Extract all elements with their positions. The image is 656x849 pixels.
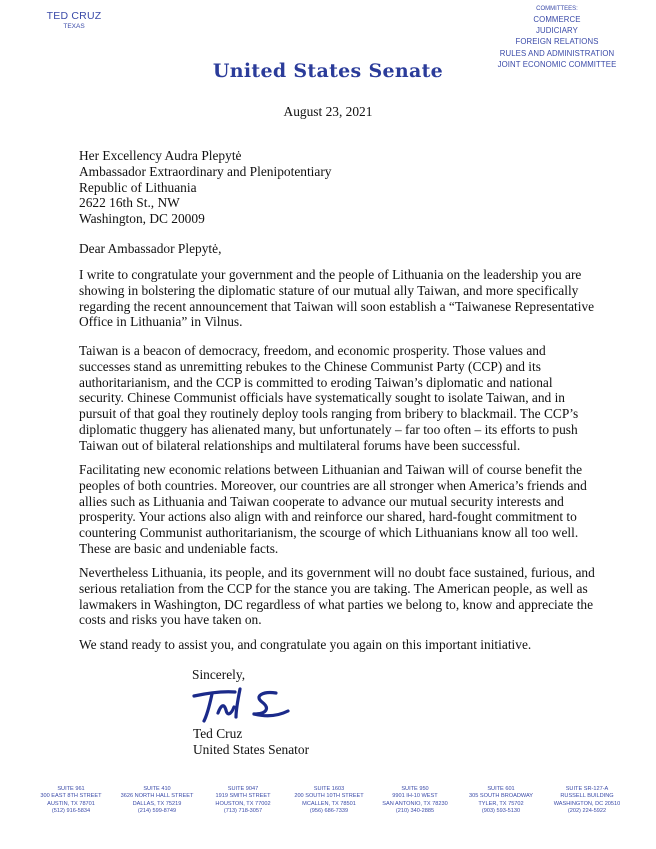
body-line: diplomatic thuggery has alienated many, but unfortunately – far too often – its efforts to push — [79, 421, 578, 437]
committee-item: COMMERCE — [533, 15, 581, 24]
body-line: Nevertheless Lithuania, its people, and its government will no doubt face sustained, furious, and — [79, 565, 595, 580]
body-line: peoples of both countries. Moreover, our countries are all stronger when America’s friends and — [79, 477, 587, 493]
office-address: SUITE 601 305 SOUTH BROADWAY TYLER, TX 75702 (903) 593-5130 — [468, 786, 534, 814]
body-line: These are basic and undeniable facts. — [79, 540, 279, 556]
senate-masthead: United States Senate — [212, 60, 444, 82]
paragraph-2 — [79, 343, 584, 454]
office-address: SUITE 9047 1919 SMITH STREET HOUSTON, TX 77002 (713) 718-3057 — [215, 786, 271, 814]
body-line: pursuit of that goal they routinely deploy tools ranging from bribery to blackmail. The CCP’s — [79, 406, 579, 422]
committee-item: FOREIGN RELATIONS — [515, 37, 599, 47]
body-line: security. Chinese Communist officials have systematically sought to isolate Taiwan, and in — [79, 390, 565, 406]
salutation: Dear Ambassador Plepytė, — [79, 241, 222, 256]
signer-name: Ted Cruz — [193, 726, 243, 741]
senator-name: TED CRUZ — [46, 10, 102, 22]
body-line: lawmakers in Washington, DC regardless of what parties we belong to, know and appreciate the — [79, 596, 594, 612]
body-line: I write to congratulate your government and the people of Lithuania on the leadership you are — [79, 267, 582, 282]
recipient-address — [79, 148, 332, 227]
body-line: prosperity. Your actions also align with and reinforce our shared, hard-fought commitment to — [79, 509, 577, 525]
body-line: countering Communist authoritarianism, the scourge of which Lithuanians know all too well. — [79, 525, 579, 541]
senator-header — [34, 10, 114, 30]
recipient-line: 2622 16th St., NW — [79, 195, 180, 211]
body-line: Taiwan is a beacon of democracy, freedom, and economic prosperity. Those values and — [79, 343, 546, 358]
committee-item: RULES AND ADMINISTRATION — [499, 48, 615, 58]
body-line: allies such as Lithuania and Taiwan cooperate to advance our mutual security interests and — [79, 493, 564, 509]
signer-title: United States Senator — [193, 741, 310, 757]
body-line: We stand ready to assist you, and congratulate you again on this important initiative. — [79, 637, 532, 652]
letter-date: August 23, 2021 — [283, 104, 373, 119]
office-address: SUITE 950 9901 IH-10 WEST SAN ANTONIO, TX 78230 (210) 340-2885 — [382, 786, 448, 814]
body-line: successes stand as unremitting rebukes to the Chinese Communist Party (CCP) and its — [79, 358, 541, 374]
office-address: SUITE SR-127-A RUSSELL BUILDING WASHINGTON, DC 20510 (202) 224-5922 — [553, 786, 621, 814]
office-address: SUITE 1603 200 SOUTH 10TH STREET MCALLEN, TX 78501 (956) 686-7339 — [294, 786, 364, 814]
body-line: regarding the recent announcement that Taiwan will soon establish a “Taiwanese Representative — [79, 298, 595, 314]
signer-block — [193, 726, 309, 758]
recipient-line: Her Excellency Audra Plepytė — [79, 148, 242, 163]
body-line: authoritarianism, and the CCP is committed to eroding Taiwan’s diplomatic and national — [79, 374, 553, 390]
recipient-line: Ambassador Extraordinary and Plenipotentiary — [79, 163, 332, 179]
body-line: costs and risks you have taken on. — [79, 612, 262, 628]
committees-heading: COMMITTEES: — [536, 6, 578, 12]
committee-item: JUDICIARY — [536, 26, 578, 36]
paragraph-1 — [79, 267, 595, 330]
paragraph-5 — [79, 637, 584, 653]
closing: Sincerely, — [192, 667, 246, 682]
body-line: Facilitating new economic relations between Lithuanian and Taiwan will of course benefit the — [79, 462, 583, 477]
body-line: serious retaliation from the CCP for the stance you are taking. The American people, as well as — [79, 580, 588, 596]
paragraph-3 — [79, 462, 587, 557]
senator-state: TEXAS — [63, 23, 85, 30]
body-line: Office in Lithuania” in Vilnus. — [79, 314, 243, 330]
office-address: SUITE 410 3626 NORTH HALL STREET DALLAS, TX 75219 (214) 599-8749 — [120, 786, 194, 814]
office-address: SUITE 961 300 EAST 8TH STREET AUSTIN, TX 78701 (512) 916-5834 — [40, 786, 102, 814]
body-line: showing in bolstering the diplomatic stature of our mutual ally Taiwan, and more specifically — [79, 282, 579, 298]
recipient-line: Republic of Lithuania — [79, 179, 197, 195]
paragraph-4 — [79, 565, 595, 628]
signature — [188, 683, 298, 727]
committee-item: JOINT ECONOMIC COMMITTEE — [497, 59, 617, 69]
body-line: Taiwan out of bilateral relationships and multilateral forums have been successful. — [79, 437, 521, 453]
recipient-line: Washington, DC 20009 — [79, 211, 205, 227]
